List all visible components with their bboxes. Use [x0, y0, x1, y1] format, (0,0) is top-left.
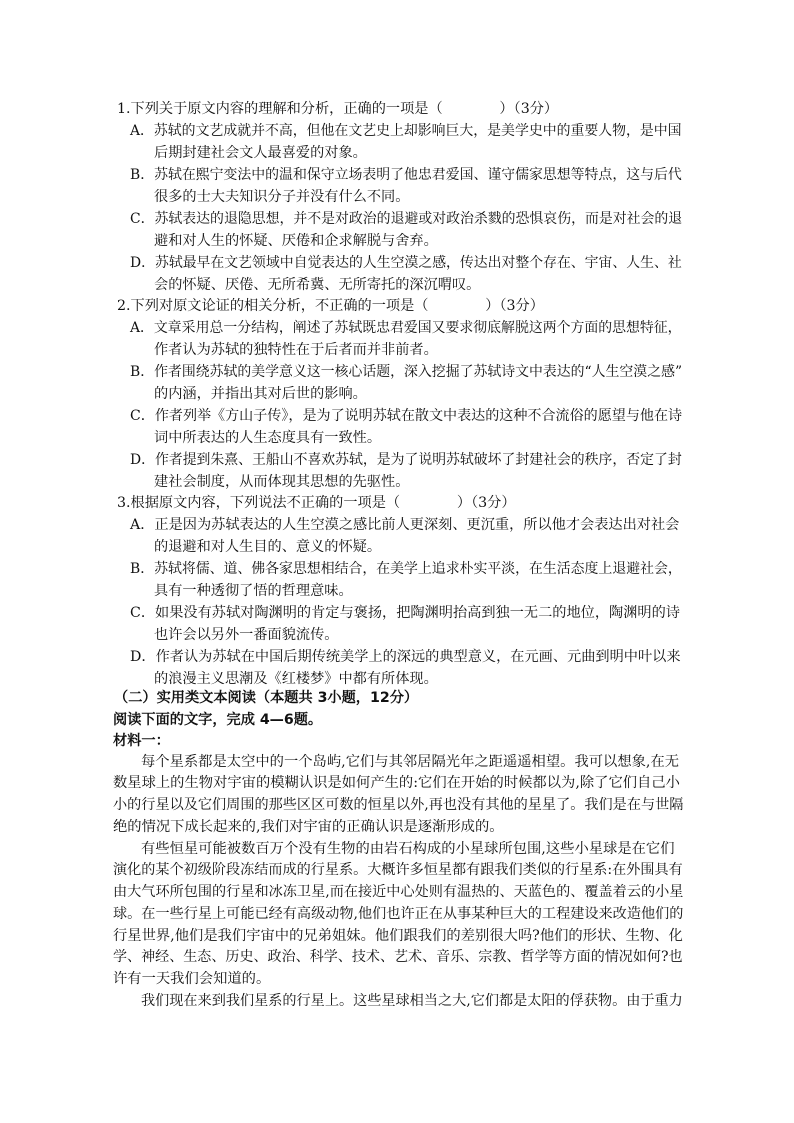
- question-2-option-d: D．作者提到朱熹、王船山不喜欢苏轼，是为了说明苏轼破坏了封建社会的秩序，否定了封: [130, 452, 682, 468]
- question-3-stem: 3.根据原文内容，下列说法不正确的一项是（ ）（3分）: [117, 495, 516, 511]
- question-1-option-c-cont: 避和对人生的怀疑、厌倦和企求解脱与舍弃。: [154, 233, 438, 249]
- paragraph-1-line-2: 数星球上的生物对宇宙的模糊认识是如何产生的:它们在开始的时候都以为,除了它们自己小: [113, 775, 680, 791]
- question-3-option-c: C．如果没有苏轼对陶渊明的肯定与褒扬，把陶渊明抬高到独一无二的地位，陶渊明的诗: [130, 605, 680, 621]
- question-3-option-c-cont: 也许会以另外一番面貌流传。: [154, 627, 339, 643]
- paragraph-3-line-1: 我们现在来到我们星系的行星上。这些星球相当之大,它们都是太阳的俘获物。由于重力: [141, 993, 683, 1009]
- material-label: 材料一：: [113, 733, 170, 749]
- question-1-option-d: D．苏轼最早在文艺领域中自觉表达的人生空漠之感，传达出对整个存在、宇宙、人生、社: [130, 255, 682, 271]
- question-2-option-a-cont: 作者认为苏轼的独特性在于后者而并非前者。: [154, 342, 438, 358]
- question-3-option-d: D．作者认为苏轼在中国后期传统美学上的深远的典型意义，在元画、元曲到明中叶以来: [130, 649, 681, 665]
- question-2-option-c: C．作者列举《方山子传》，是为了说明苏轼在散文中表达的这种不合流俗的愿望与他在诗: [130, 408, 683, 424]
- paragraph-2-line-3: 由大气环所包围的行星和冰冻卫星,而在接近中心处则有温热的、天蓝色的、覆盖着云的小星: [113, 884, 684, 900]
- question-2-option-b: B．作者围绕苏轼的美学意义这一核心话题，深入挖掘了苏轼诗文中表达的“人生空漠之感”: [130, 364, 683, 380]
- paragraph-2-line-7: 许有一天我们会知道的。: [113, 971, 271, 987]
- question-3-option-a: A．正是因为苏轼表达的人生空漠之感比前人更深刻、更沉重，所以他才会表达出对社会: [130, 517, 680, 533]
- paragraph-2-line-2: 演化的某个初级阶段冻结而成的行星系。大概许多恒星都有跟我们类似的行星系:在外围具有: [113, 862, 683, 878]
- instruction: 阅读下面的文字，完成 4—6题。: [113, 712, 323, 728]
- question-3-option-b: B．苏轼将儒、道、佛各家思想相结合，在美学上追求朴实平淡，在生活态度上退避社会，: [130, 561, 682, 577]
- paragraph-2-line-1: 有些恒星可能被数百万个没有生物的由岩石构成的小星球所包围,这些小星球是在它们: [141, 841, 675, 857]
- section-title: （二）实用类文本阅读（本题共 3小题，12分）: [114, 690, 419, 706]
- question-2-option-a: A．文章采用总一分结构，阐述了苏轼既忠君爱国又要求彻底解脱这两个方面的思想特征，: [130, 320, 682, 336]
- paragraph-2-line-4: 球。在一些行星上可能已经有高级动物,他们也许正在从事某种巨大的工程建设来改造他们的: [113, 906, 684, 922]
- question-1-option-c: C．苏轼表达的退隐思想，并不是对政治的退避或对政治杀戮的恐惧哀伤，而是对社会的退: [130, 211, 683, 227]
- question-1-option-a: A．苏轼的文艺成就并不高，但他在文艺史上却影响巨大，是美学史中的重要人物，是中国: [130, 123, 682, 139]
- paragraph-2-line-6: 学、神经、生态、历史、政治、科学、技术、艺术、音乐、宗教、哲学等方面的情况如何?也: [113, 949, 683, 965]
- question-3-option-a-cont: 的退避和对人生目的、意义的怀疑。: [154, 539, 382, 555]
- question-1-option-d-cont: 会的怀疑、厌倦、无所希冀、无所寄托的深沉喟叹。: [154, 277, 481, 293]
- question-2-option-b-cont: 的内涵，并指出其对后世的影响。: [154, 386, 367, 402]
- question-3-option-b-cont: 具有一种透彻了悟的哲理意味。: [154, 583, 353, 599]
- paragraph-1-line-1: 每个星系都是太空中的一个岛屿,它们与其邻居隔光年之距遥遥相望。我可以想象,在无: [141, 754, 680, 770]
- question-3-option-d-cont: 的浪漫主义思潮及《红楼梦》中都有所体现。: [154, 671, 438, 687]
- paragraph-2-line-5: 行星世界,他们是我们宇宙中的兄弟姐妹。他们跟我们的差别很大吗?他们的形状、生物、化: [113, 928, 683, 944]
- question-1-option-a-cont: 后期封建社会文人最喜爱的对象。: [154, 145, 367, 161]
- question-1-option-b: B．苏轼在熙宁变法中的温和保守立场表明了他忠君爱国、谨守儒家思想等特点，这与后代: [130, 167, 682, 183]
- question-1-option-b-cont: 很多的士大夫知识分子并没有什么不同。: [154, 189, 410, 205]
- question-2-stem: 2.下列对原文论证的相关分析，不正确的一项是（ ）（3分）: [117, 298, 544, 314]
- paragraph-1-line-4: 绝的情况下成长起来的,我们对宇宙的正确认识是逐渐形成的。: [113, 819, 504, 835]
- question-2-option-c-cont: 词中所表达的人生态度具有一致性。: [154, 430, 382, 446]
- question-2-option-d-cont: 建社会制度，从而体现其思想的先驱性。: [154, 474, 410, 490]
- question-1-stem: 1.下列关于原文内容的理解和分析，正确的一项是（ ）（3分）: [117, 101, 559, 117]
- paragraph-1-line-3: 小的行星以及它们周围的那些区区可数的恒星以外,再也没有其他的星星了。我们是在与世隔: [113, 797, 684, 813]
